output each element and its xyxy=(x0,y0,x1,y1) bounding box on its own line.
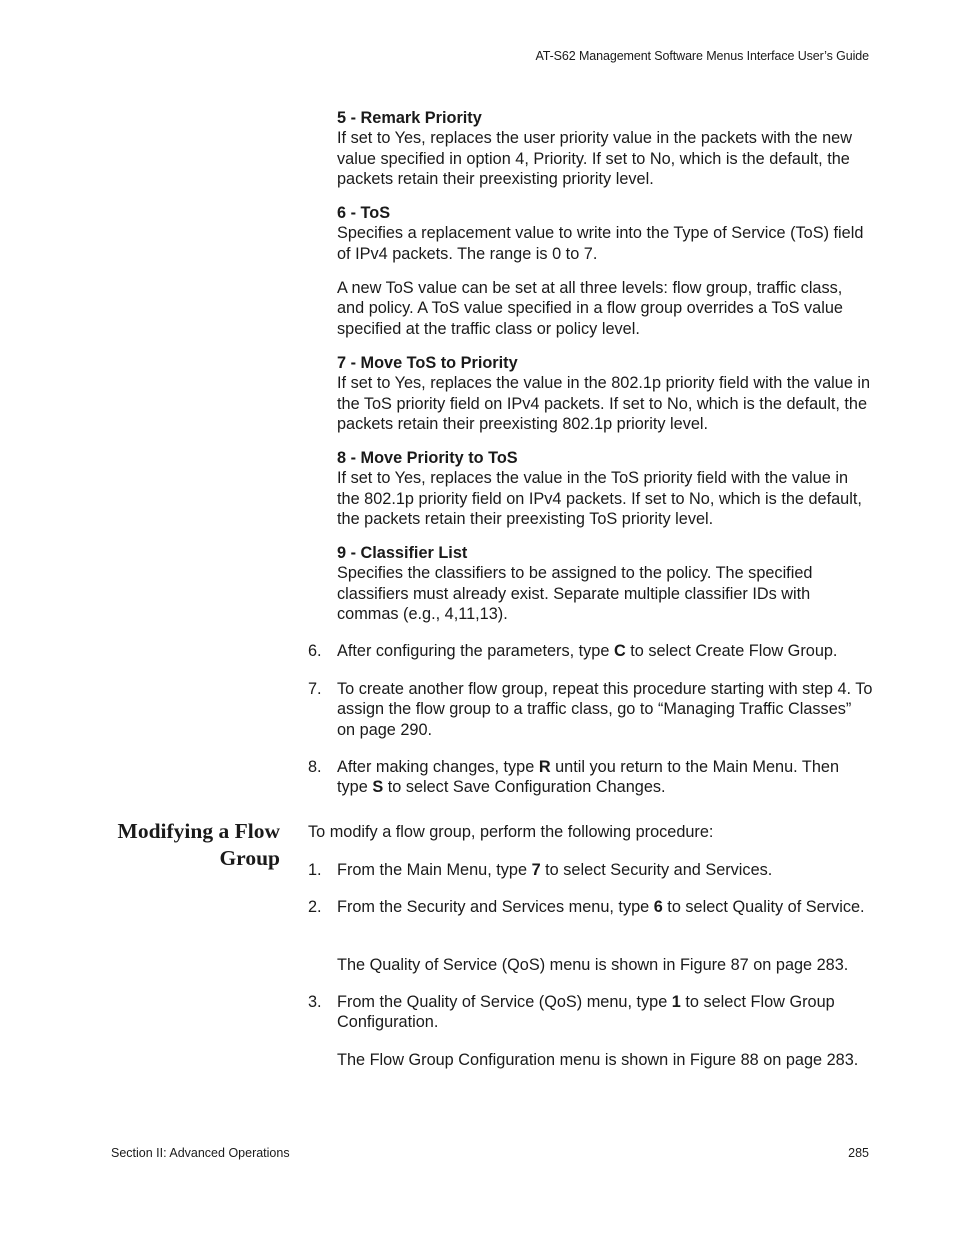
step-number: 6. xyxy=(308,642,322,660)
param-text: If set to Yes, replaces the user priority value in the packets with the new value specified in option 4, Priority. If set to No, which is the default, the packets retain their preexisting priority level. xyxy=(337,129,852,189)
section-heading xyxy=(118,818,280,872)
running-header: AT-S62 Management Software Menus Interface User’s Guide xyxy=(535,49,869,63)
step-note-text: The Flow Group Configuration menu is shown in Figure 88 on page 283. xyxy=(337,1051,859,1069)
step-text: From the Quality of Service (QoS) menu, type 1 to select Flow Group Configuration. xyxy=(337,993,835,1032)
step-number: 3. xyxy=(308,993,322,1011)
param-title: 7 - Move ToS to Priority xyxy=(337,354,518,372)
param-text: If set to Yes, replaces the value in the ToS priority field with the value in the 802.1p priority field on IPv4 packets. If set to No, which is the default, the packets retain their preexisting ToS priority level. xyxy=(337,469,862,529)
param-title: 5 - Remark Priority xyxy=(337,109,482,127)
param-classifier-list xyxy=(337,543,872,625)
param-remark-priority xyxy=(337,108,872,190)
param-move-tos-to-priority xyxy=(337,353,872,435)
param-title: 8 - Move Priority to ToS xyxy=(337,449,518,467)
tos-note-text: A new ToS value can be set at all three levels: flow group, traffic class, and policy. A ToS value specified in a flow group overrides a ToS value specified at the traffic class or policy level. xyxy=(337,279,843,338)
step-text: From the Main Menu, type 7 to select Security and Services. xyxy=(337,861,773,879)
footer-section: Section II: Advanced Operations xyxy=(111,1146,290,1160)
step-number: 7. xyxy=(308,680,322,698)
step-text: From the Security and Services menu, type 6 to select Quality of Service. xyxy=(337,898,865,916)
param-title: 9 - Classifier List xyxy=(337,544,468,562)
step-3-note xyxy=(337,1050,872,1070)
section-heading-line2: Group xyxy=(219,846,280,870)
step-number: 1. xyxy=(308,861,322,879)
page-number: 285 xyxy=(848,1146,869,1160)
step-note-text: The Quality of Service (QoS) menu is shown in Figure 87 on page 283. xyxy=(337,956,849,974)
tos-note xyxy=(337,278,872,339)
step-2-note xyxy=(337,955,872,975)
param-move-priority-to-tos xyxy=(337,448,872,530)
step-text: After configuring the parameters, type C to select Create Flow Group. xyxy=(337,642,838,660)
step-text: To create another flow group, repeat this procedure starting with step 4. To assign the flow group to a traffic class, go to “Managing Traffic Classes” on page 290. xyxy=(337,680,873,739)
section-heading-line1: Modifying a Flow xyxy=(117,819,280,843)
step-number: 2. xyxy=(308,898,322,916)
param-text: Specifies the classifiers to be assigned to the policy. The specified classifiers must already exist. Separate multiple classifier IDs with commas (e.g., 4,11,13). xyxy=(337,564,813,624)
step-number: 8. xyxy=(308,758,322,776)
param-tos xyxy=(337,203,872,264)
param-text: Specifies a replacement value to write into the Type of Service (ToS) field of IPv4 packets. The range is 0 to 7. xyxy=(337,224,864,263)
param-text: If set to Yes, replaces the value in the 802.1p priority field with the value in the ToS priority field on IPv4 packets. If set to No, which is the default, the packets retain their preexisting 802.1p priority level. xyxy=(337,374,871,434)
step-text: After making changes, type R until you return to the Main Menu. Then type S to select Save Configuration Changes. xyxy=(337,758,839,797)
intro-text: To modify a flow group, perform the following procedure: xyxy=(308,823,714,841)
param-title: 6 - ToS xyxy=(337,204,391,222)
